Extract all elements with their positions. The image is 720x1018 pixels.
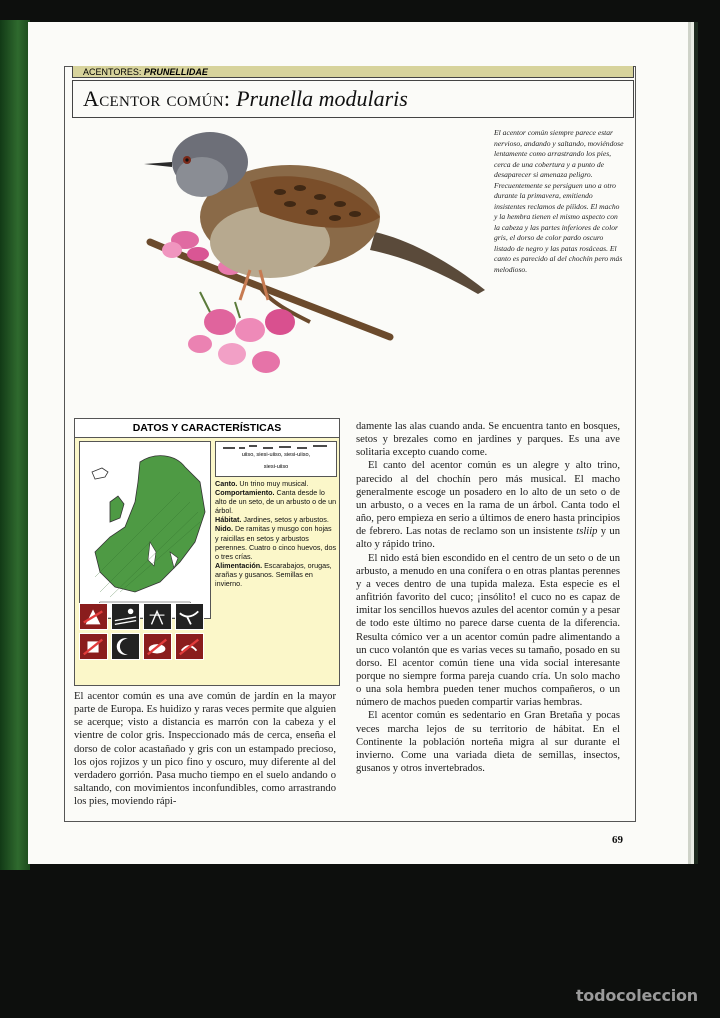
species-title <box>72 80 634 118</box>
body-text-left <box>74 690 336 808</box>
fact-alimentacion <box>215 561 337 588</box>
family-header <box>72 66 634 78</box>
fact-label: Hábitat. <box>215 515 242 525</box>
species-common-name: Acentor común: <box>83 86 237 111</box>
family-common-name: ACENTORES: <box>83 67 144 77</box>
data-box <box>74 418 340 686</box>
fact-label: Comportamiento. <box>215 488 275 498</box>
fact-label: Nido. <box>215 524 233 534</box>
call-note: tsliip <box>576 526 598 538</box>
illustration-caption: El acentor común siempre parece estar nervioso, andando y saltando, moviéndose lentamente como arrastrando los pies, cerca de una cobertura y a punto de desaparecer si amenaza peligro. Frecuentemente se persiguen uno a otro durante la primavera, emitiendo insistentes reclamos de pííidos. El macho y la hembra tienen el mismo aspecto con la cabeza y las partes inferiores de color gris, el dorso de color pardo oscuro listado de negro y las patas rosáceas. El canto es parecido al del chochín pero más melodioso. <box>494 128 624 274</box>
facts-list <box>215 479 337 588</box>
fact-label: Alimentación. <box>215 560 263 570</box>
song-line-1: uiiso, siesi-uiiso, siesi-uiiso, <box>241 452 311 458</box>
fact-text: Un trino muy musical. <box>237 479 309 488</box>
paragraph-2-text: El canto del acentor común es un alegre y alto trino, parecido al del chochín pero más musical. El macho generalmente escoge un posadero en lo alto de un seto o de un arbusto, o a veces en la rama de un árbol. Canta todo el año, pero empieza en serio a últimos de enero hasta principios de febrero. Las notas de reclamo son un insistente <box>356 460 620 538</box>
heath-icon <box>143 603 172 630</box>
nest-icon <box>143 633 172 660</box>
paragraph-2 <box>356 459 620 551</box>
dunnock-illustration <box>140 122 490 392</box>
song-line-2: siesi-uiiso <box>263 464 289 470</box>
paragraph-1: damente las alas cuando anda. Se encuentra tanto en bosques, setos y brezales como en jardines y parques. Es una ave solitaria excepto cuando come. <box>356 421 620 459</box>
species-scientific-name: Prunella modularis <box>236 86 408 111</box>
fact-text: Escarabajos, orugas, arañas y gusanos. Semillas en invierno. <box>215 560 332 589</box>
fact-text: Jardines, setos y arbustos. <box>241 515 329 525</box>
paragraph-3: El nido está bien escondido en el centro de un seto o de un arbusto, a menudo en una conífera o en otras plantas perennes y a veces dentro de una tupida maleza. Esta especie es el anfitrión favorito del cuco; ¡insólito! el cuco no es capaz de imitar los sencillos huevos azules del acentor común y a pesar de todo este último no parece darse cuenta de la diferencia. Resulta cómico ver a un acentor común padre alimentando a un cuco volantón que es varias veces su tamaño, posado en su dorso. El acentor común tiene una vida social interesante porque no siempre forma pareja cuando cría. Un solo macho o una sola hembra pueden tener muchos compañeros, o un número de machos pueden compartir varias hembras. <box>356 552 620 709</box>
paragraph-intro: El acentor común es una ave común de jardín en la mayor parte de Europa. Es huidizo y raras veces permite que alguien se acerque; visto a distancia es marrón con la cabeza y el vientre de color gris. Inspeccionado más de cerca, enseña el dorso de color acastañado y gris con un estampado precioso, los ojos rojizos y un pico fino y oscuro, muy diferente al del verdadero gorrión. Pasa mucho tiempo en el suelo andando o saltando, con movimientos inconfundibles, como arrastrando los pies, moviendo rápi- <box>74 691 336 808</box>
fact-label: Canto. <box>215 479 238 488</box>
book-spine-edge <box>0 20 30 870</box>
flying-bird-icon <box>175 603 204 630</box>
page-number: 69 <box>612 834 623 846</box>
europe-range-map <box>79 441 211 619</box>
fact-text: Canta desde lo alto de un seto, de un arbusto o de un árbol. <box>215 488 337 516</box>
resident-icon <box>175 633 204 660</box>
family-scientific-name: PRUNELLIDAE <box>143 67 208 77</box>
paragraph-2-end: y un alto y rápido trino. <box>356 526 620 551</box>
dunnock-bird <box>144 132 485 300</box>
woodland-icon <box>79 603 108 630</box>
fact-text: De ramitas y musgo con hojas y raicillas en setos y arbustos perennes. Cuatro o cinco huevos, dos o tres crías. <box>215 524 337 561</box>
body-text-right <box>356 420 620 775</box>
fact-nido <box>215 524 337 560</box>
fact-habitat <box>215 515 337 524</box>
night-moon-icon <box>111 633 140 660</box>
watermark-logo: todocoleccion <box>575 986 698 1005</box>
song-notation <box>215 441 337 477</box>
fact-comportamiento <box>215 488 337 515</box>
farmland-icon <box>111 603 140 630</box>
data-box-title: DATOS Y CARACTERÍSTICAS <box>75 419 339 438</box>
paragraph-4: El acentor común es sedentario en Gran Bretaña y pocas veces marcha lejos de su territorio de hábitat. En el Continente la población norteña migra al sur durante el invierno. Come una variada dieta de semillas, insectos, gusanos y otros invertebrados. <box>356 710 620 775</box>
fact-canto <box>215 479 337 488</box>
garden-icon <box>79 633 108 660</box>
